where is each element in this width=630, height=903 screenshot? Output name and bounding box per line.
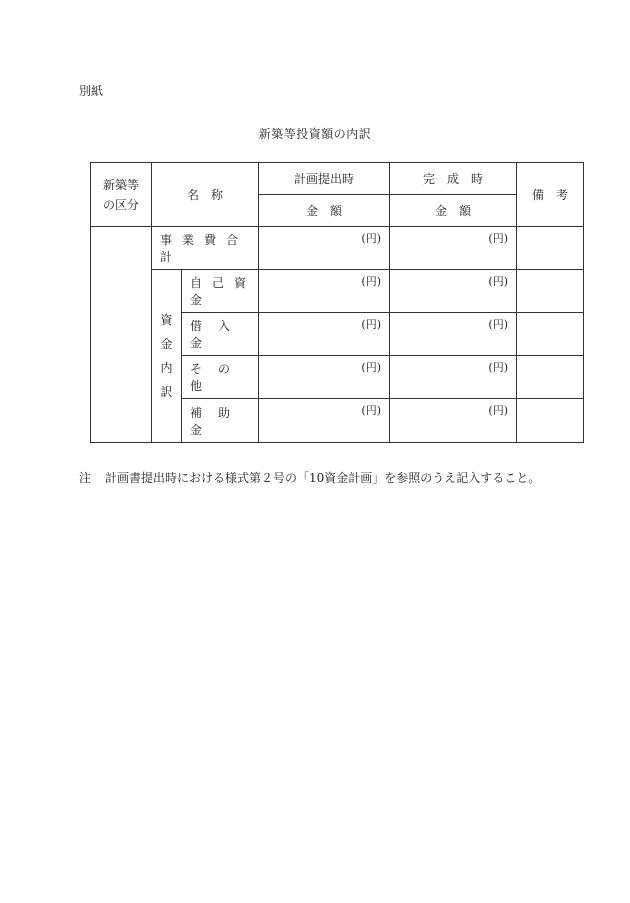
completion-amount-cell[interactable] [390,313,517,356]
remarks-cell[interactable] [517,270,584,313]
yen-unit: (円) [361,404,382,417]
completion-amount-cell[interactable] [390,270,517,313]
funding-item-label: 借入金 [182,313,259,356]
yen-unit: (円) [488,275,509,288]
yen-unit: (円) [361,275,382,288]
funding-group-label [152,270,182,443]
category-header-line2: の区分 [102,197,139,212]
plan-time-header: 計画提出時 [259,163,390,195]
total-row-label: 事業費合計 [152,227,259,270]
table-row [91,227,584,270]
funding-item-label: その他 [182,356,259,399]
table-row [91,270,584,313]
category-cell [91,227,152,443]
yen-unit: (円) [361,232,382,245]
footnote-mark: 注 [79,471,92,485]
funding-item-label: 自己資金 [182,270,259,313]
yen-unit: (円) [488,232,509,245]
yen-unit: (円) [488,318,509,331]
completion-amount-header: 金 額 [390,195,517,227]
footnote-text: 計画書提出時における様式第２号の「10資金計画」を参照のうえ記入すること。 [105,471,541,485]
plan-amount-cell[interactable] [259,227,390,270]
completion-amount-cell[interactable] [390,356,517,399]
yen-unit: (円) [361,318,382,331]
remarks-header: 備 考 [517,163,584,227]
funding-label-char: 金 [160,337,173,351]
remarks-cell[interactable] [517,313,584,356]
remarks-cell[interactable] [517,227,584,270]
remarks-cell[interactable] [517,399,584,443]
document-title: 新築等投資額の内訳 [258,127,372,141]
category-header-line1: 新築等 [102,177,139,192]
page-label: 別紙 [79,84,104,98]
funding-label-char: 訳 [160,385,173,399]
completion-time-header: 完 成 時 [390,163,517,195]
plan-amount-cell[interactable] [259,399,390,443]
completion-amount-cell[interactable] [390,227,517,270]
name-header: 名 称 [152,163,259,227]
plan-amount-cell[interactable] [259,270,390,313]
yen-unit: (円) [488,404,509,417]
completion-amount-cell[interactable] [390,399,517,443]
investment-breakdown-table [90,162,584,443]
remarks-cell[interactable] [517,356,584,399]
funding-label-char: 内 [160,361,173,375]
footnote [79,469,540,486]
category-header [91,163,152,227]
yen-unit: (円) [488,361,509,374]
funding-item-label: 補助金 [182,399,259,443]
funding-label-char: 資 [160,313,173,327]
yen-unit: (円) [361,361,382,374]
plan-amount-cell[interactable] [259,356,390,399]
plan-amount-header: 金 額 [259,195,390,227]
plan-amount-cell[interactable] [259,313,390,356]
